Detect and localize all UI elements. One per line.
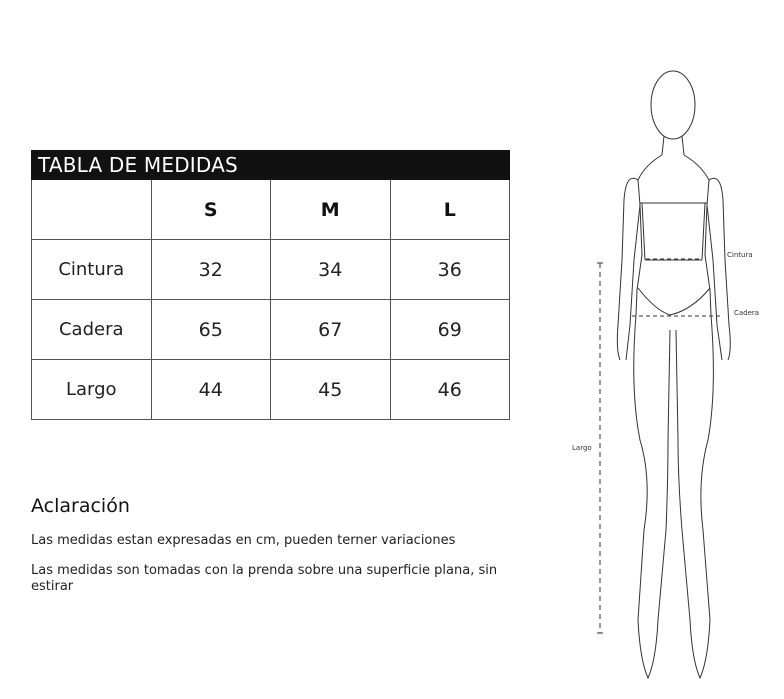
table-row-largo <box>32 360 510 420</box>
left-arm-outline <box>617 178 640 360</box>
body-figure-illustration <box>560 60 780 690</box>
table-cell: 46 <box>390 360 510 420</box>
empty-corner-cell <box>32 180 152 240</box>
size-table <box>31 150 510 420</box>
left-leg-outline <box>634 315 670 678</box>
row-label: Cadera <box>32 300 152 360</box>
garment-bottom-outline <box>638 260 710 315</box>
garment-top-outline <box>640 203 707 260</box>
size-header-m: M <box>271 180 391 240</box>
table-cell: 32 <box>151 240 271 300</box>
table-row-cadera <box>32 300 510 360</box>
table-cell: 36 <box>390 240 510 300</box>
size-header-l: L <box>390 180 510 240</box>
table-title: TABLA DE MEDIDAS <box>32 151 510 180</box>
table-row-cintura <box>32 240 510 300</box>
head-outline <box>651 71 695 139</box>
table-cell: 69 <box>390 300 510 360</box>
size-header-s: S <box>151 180 271 240</box>
waist-label: Cintura <box>727 251 753 259</box>
length-label: Largo <box>572 444 592 452</box>
table-cell: 67 <box>271 300 391 360</box>
table-cell: 34 <box>271 240 391 300</box>
torso-outline <box>636 155 711 315</box>
right-arm-outline <box>707 178 730 360</box>
table-cell: 44 <box>151 360 271 420</box>
note-line-units: Las medidas estan expresadas en cm, pueden terner variaciones <box>31 533 456 548</box>
note-title: Aclaración <box>31 495 130 517</box>
table-cell: 65 <box>151 300 271 360</box>
row-label: Largo <box>32 360 152 420</box>
note-line-method: Las medidas son tomadas con la prenda sobre una superficie plana, sin estirar <box>31 563 498 594</box>
hip-label: Cadera <box>734 309 760 317</box>
table-cell: 45 <box>271 360 391 420</box>
row-label: Cintura <box>32 240 152 300</box>
right-leg-outline <box>676 315 713 678</box>
size-header-row <box>32 180 510 240</box>
